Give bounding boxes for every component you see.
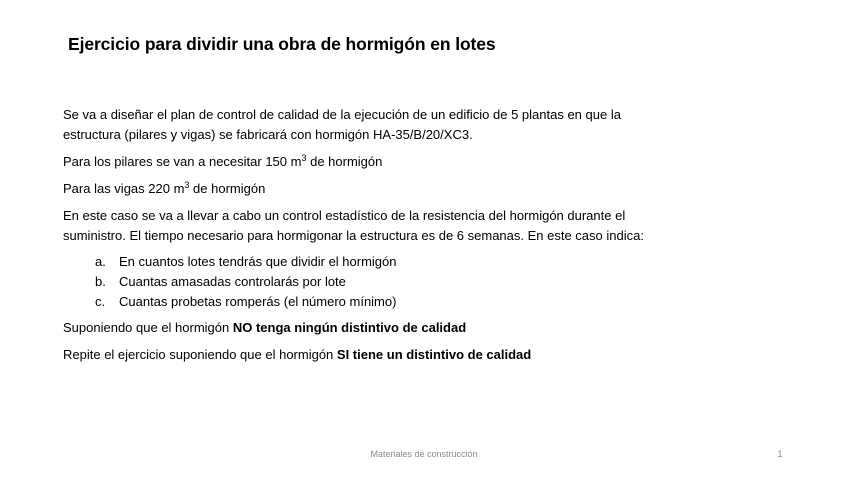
footer-course-name: Materiales de construcción [370, 449, 478, 459]
vigas-paragraph [63, 179, 763, 199]
suponiendo-paragraph [63, 318, 763, 338]
control-paragraph [63, 206, 763, 246]
pilares-exponent: 3 [301, 153, 307, 163]
list-item-text: Cuantas probetas romperás (el número mínimo) [119, 294, 397, 309]
pilares-paragraph [63, 152, 763, 172]
intro-line-2: estructura (pilares y vigas) se fabricará con hormigón HA-35/B/20/XC3. [63, 127, 473, 142]
vigas-text: Para las vigas 220 m [63, 181, 185, 196]
list-marker: c. [95, 294, 106, 309]
list-item [63, 292, 763, 312]
intro-paragraph [63, 105, 763, 145]
list-item-text: Cuantas amasadas controlarás por lote [119, 274, 346, 289]
list-marker: a. [95, 254, 106, 269]
pilares-tail: de hormigón [306, 154, 383, 169]
question-list [63, 252, 763, 312]
repite-bold-text: SI tiene un distintivo de calidad [336, 347, 532, 362]
list-item [63, 252, 763, 272]
repite-text: Repite el ejercicio suponiendo que el hormigón [63, 347, 337, 362]
list-item [63, 272, 763, 292]
slide-title: Ejercicio para dividir una obra de hormigón en lotes [68, 34, 496, 54]
vigas-exponent: 3 [184, 180, 190, 190]
control-line-2: suministro. El tiempo necesario para hormigonar la estructura es de 6 semanas. En este caso indica: [63, 228, 644, 243]
repite-paragraph [63, 345, 763, 365]
intro-line-1: Se va a diseñar el plan de control de calidad de la ejecución de un edificio de 5 plantas en que la [63, 107, 621, 122]
control-line-1: En este caso se va a llevar a cabo un control estadístico de la resistencia del hormigón durante el [63, 208, 626, 223]
footer-page-number: 1 [777, 449, 783, 459]
vigas-tail: de hormigón [189, 181, 266, 196]
slide-body [63, 105, 763, 372]
pilares-text: Para los pilares se van a necesitar 150 m [63, 154, 302, 169]
suponiendo-text: Suponiendo que el hormigón [63, 320, 233, 335]
list-marker: b. [95, 274, 106, 289]
list-item-text: En cuantos lotes tendrás que dividir el hormigón [119, 254, 397, 269]
suponiendo-bold-text: NO tenga ningún distintivo de calidad [232, 320, 467, 335]
